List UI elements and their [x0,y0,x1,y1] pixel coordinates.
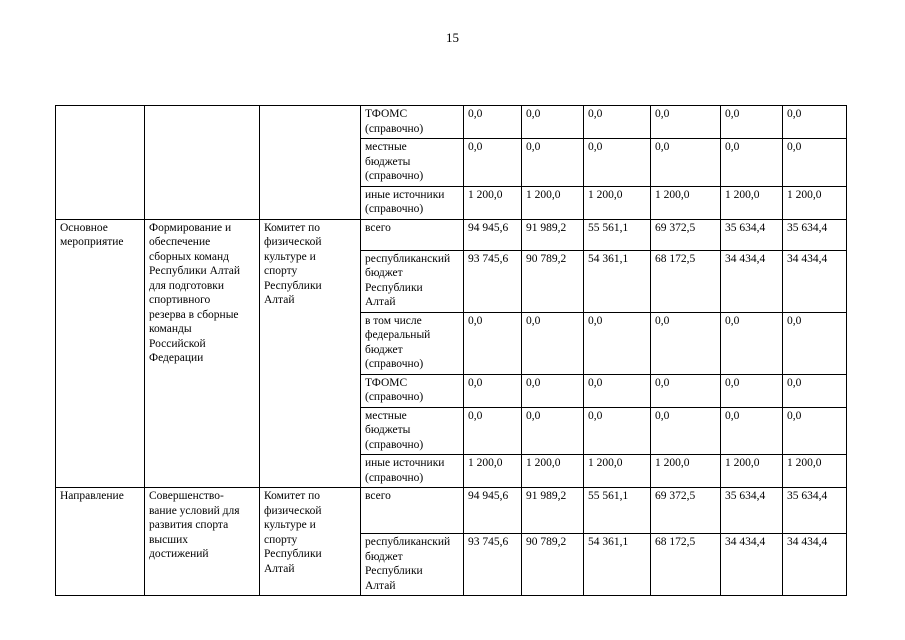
funding-source-cell: в том числе федеральный бюджет (справочно) [361,312,464,374]
page-number: 15 [446,30,459,45]
amount-cell: 0,0 [584,312,651,374]
amount-cell: 93 745,6 [464,534,522,596]
amount-cell: 0,0 [464,139,522,187]
amount-cell: 69 372,5 [651,219,721,250]
amount-cell: 1 200,0 [651,186,721,219]
funding-source-cell: всего [361,219,464,250]
activity-name-cell: Формирование и обеспечение сборных команд Республики Алтай для подготовки спортивного резерва в сборные команды Российской Федерации [145,219,260,488]
amount-cell: 90 789,2 [522,534,584,596]
row-type-cell: Основное мероприятие [56,219,145,488]
amount-cell: 0,0 [464,106,522,139]
amount-cell: 0,0 [651,106,721,139]
amount-cell: 0,0 [464,407,522,455]
amount-cell: 0,0 [522,374,584,407]
amount-cell: 55 561,1 [584,219,651,250]
amount-cell: 35 634,4 [783,488,847,534]
funding-source-cell: местные бюджеты (справочно) [361,139,464,187]
activity-name-cell [145,106,260,220]
budget-table-body [56,106,847,596]
funding-source-cell: иные источники (справочно) [361,186,464,219]
amount-cell: 1 200,0 [522,455,584,488]
funding-source-cell: местные бюджеты (справочно) [361,407,464,455]
amount-cell: 0,0 [584,374,651,407]
amount-cell: 55 561,1 [584,488,651,534]
table-row [56,488,847,534]
amount-cell: 0,0 [464,312,522,374]
amount-cell: 34 434,4 [783,250,847,312]
amount-cell: 0,0 [783,106,847,139]
amount-cell: 91 989,2 [522,219,584,250]
table-row [56,219,847,250]
funding-source-cell: республиканский бюджет Республики Алтай [361,250,464,312]
executor-cell: Комитет по физической культуре и спорту Республики Алтай [260,219,361,488]
amount-cell: 0,0 [651,407,721,455]
budget-table [55,105,847,596]
amount-cell: 0,0 [721,139,783,187]
row-type-cell [56,106,145,220]
amount-cell: 91 989,2 [522,488,584,534]
amount-cell: 1 200,0 [464,455,522,488]
amount-cell: 94 945,6 [464,488,522,534]
amount-cell: 0,0 [721,407,783,455]
amount-cell: 1 200,0 [584,186,651,219]
amount-cell: 0,0 [522,139,584,187]
amount-cell: 90 789,2 [522,250,584,312]
funding-source-cell: ТФОМС (справочно) [361,106,464,139]
amount-cell: 1 200,0 [584,455,651,488]
amount-cell: 1 200,0 [783,455,847,488]
amount-cell: 0,0 [522,312,584,374]
amount-cell: 0,0 [651,139,721,187]
amount-cell: 0,0 [783,407,847,455]
amount-cell: 0,0 [721,312,783,374]
amount-cell: 68 172,5 [651,534,721,596]
amount-cell: 1 200,0 [464,186,522,219]
amount-cell: 0,0 [721,106,783,139]
amount-cell: 0,0 [584,106,651,139]
amount-cell: 0,0 [651,312,721,374]
amount-cell: 69 372,5 [651,488,721,534]
amount-cell: 34 434,4 [721,250,783,312]
table-row [56,106,847,139]
amount-cell: 1 200,0 [783,186,847,219]
funding-source-cell: всего [361,488,464,534]
amount-cell: 0,0 [783,374,847,407]
amount-cell: 0,0 [522,407,584,455]
amount-cell: 35 634,4 [721,219,783,250]
amount-cell: 0,0 [584,407,651,455]
row-type-cell: Направление [56,488,145,596]
executor-cell [260,106,361,220]
funding-source-cell: иные источники (справочно) [361,455,464,488]
amount-cell: 0,0 [584,139,651,187]
executor-cell: Комитет по физической культуре и спорту Республики Алтай [260,488,361,596]
amount-cell: 34 434,4 [783,534,847,596]
amount-cell: 1 200,0 [522,186,584,219]
amount-cell: 0,0 [783,139,847,187]
funding-source-cell: республиканский бюджет Республики Алтай [361,534,464,596]
amount-cell: 35 634,4 [721,488,783,534]
amount-cell: 0,0 [783,312,847,374]
amount-cell: 0,0 [522,106,584,139]
amount-cell: 94 945,6 [464,219,522,250]
amount-cell: 0,0 [651,374,721,407]
amount-cell: 1 200,0 [721,455,783,488]
activity-name-cell: Совершенство- вание условий для развития спорта высших достижений [145,488,260,596]
amount-cell: 35 634,4 [783,219,847,250]
funding-source-cell: ТФОМС (справочно) [361,374,464,407]
amount-cell: 1 200,0 [721,186,783,219]
amount-cell: 54 361,1 [584,250,651,312]
amount-cell: 54 361,1 [584,534,651,596]
amount-cell: 0,0 [721,374,783,407]
amount-cell: 93 745,6 [464,250,522,312]
amount-cell: 0,0 [464,374,522,407]
amount-cell: 1 200,0 [651,455,721,488]
amount-cell: 68 172,5 [651,250,721,312]
amount-cell: 34 434,4 [721,534,783,596]
